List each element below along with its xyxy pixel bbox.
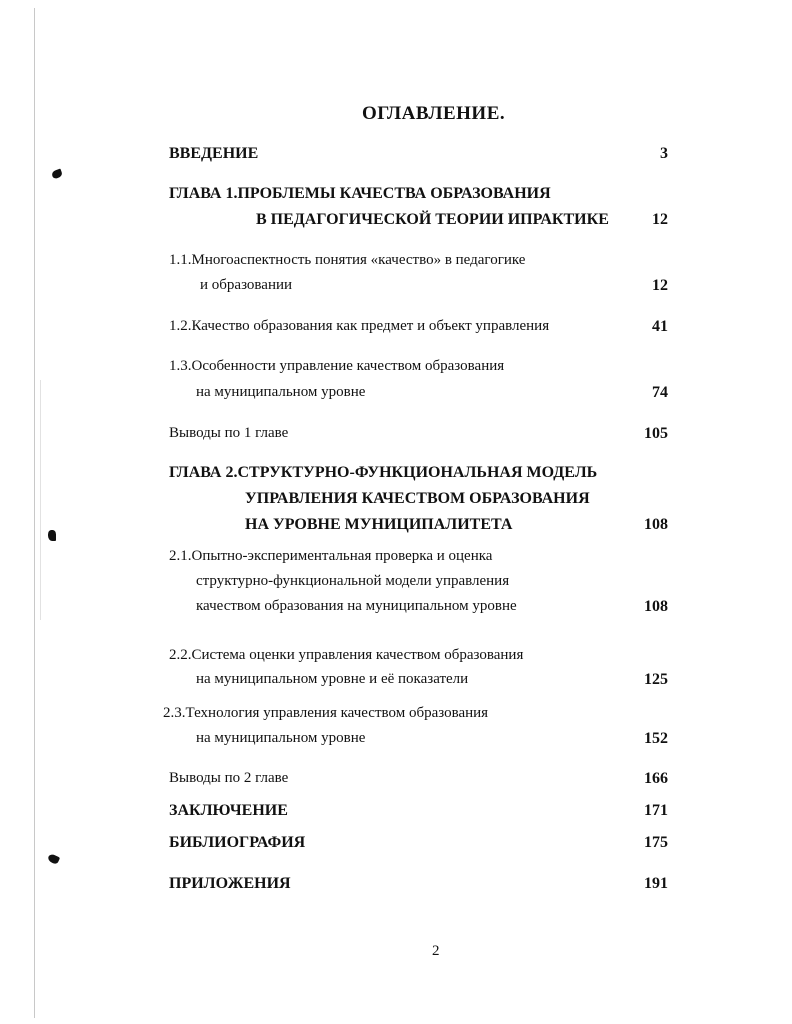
scan-edge-line-faint: [40, 380, 41, 620]
toc-ch2-line1: ГЛАВА 2.СТРУКТУРНО-ФУНКЦИОНАЛЬНАЯ МОДЕЛЬ: [169, 464, 598, 481]
toc-s2-2-page: 125: [644, 671, 668, 688]
toc-s2-1-line3: качеством образования на муниципальном уровне: [196, 598, 517, 614]
toc-s1-1-line1: 1.1.Многоаспектность понятия «качество» в педагогике: [169, 252, 526, 268]
toc-s2-3-line2: на муниципальном уровне: [196, 730, 366, 746]
toc-s1-3-page: 74: [652, 384, 668, 401]
toc-intro-label: ВВЕДЕНИЕ: [169, 145, 259, 162]
toc-s1-1-line2: и образовании: [200, 277, 293, 293]
toc-s2-1-line2: структурно-функциональной модели управления: [196, 573, 510, 589]
page-title: ОГЛАВЛЕНИЕ.: [362, 103, 506, 124]
toc-s2-2-line2: на муниципальном уровне и её показатели: [196, 671, 469, 687]
toc-conclusion-page: 171: [644, 802, 668, 819]
toc-s1-2-page: 41: [652, 318, 668, 335]
toc-concl2-label: Выводы по 2 главе: [169, 770, 289, 786]
toc-appendices-label: ПРИЛОЖЕНИЯ: [169, 875, 291, 892]
toc-ch1-line1: ГЛАВА 1.ПРОБЛЕМЫ КАЧЕСТВА ОБРАЗОВАНИЯ: [169, 185, 551, 202]
toc-bibliography-label: БИБЛИОГРАФИЯ: [169, 834, 306, 851]
toc-ch2-line2: УПРАВЛЕНИЯ КАЧЕСТВОМ ОБРАЗОВАНИЯ: [245, 490, 590, 507]
toc-s1-1-page: 12: [652, 277, 668, 294]
toc-ch1-page: 12: [652, 211, 668, 228]
toc-concl1-label: Выводы по 1 главе: [169, 425, 289, 441]
scan-speck: [51, 169, 63, 180]
toc-s2-3-line1: 2.3.Технология управления качеством образования: [163, 705, 489, 721]
toc-s2-1-line1: 2.1.Опытно-экспериментальная проверка и оценка: [169, 548, 493, 564]
toc-s1-3-line1: 1.3.Особенности управление качеством образования: [169, 358, 505, 374]
toc-conclusion-label: ЗАКЛЮЧЕНИЕ: [169, 802, 288, 819]
scan-speck: [47, 853, 60, 865]
toc-bibliography-page: 175: [644, 834, 668, 851]
scan-edge-line: [34, 8, 35, 1018]
toc-s1-3-line2: на муниципальном уровне: [196, 384, 366, 400]
toc-ch1-line2: В ПЕДАГОГИЧЕСКОЙ ТЕОРИИ ИПРАКТИКЕ: [256, 211, 609, 228]
footer-page-number: 2: [432, 943, 440, 959]
toc-ch2-line3: НА УРОВНЕ МУНИЦИПАЛИТЕТА: [245, 516, 513, 533]
toc-s2-2-line1: 2.2.Система оценки управления качеством образования: [169, 647, 524, 663]
toc-s2-3-page: 152: [644, 730, 668, 747]
toc-s1-2-line1: 1.2.Качество образования как предмет и объект управления: [169, 318, 550, 334]
toc-ch2-page: 108: [644, 516, 668, 533]
toc-concl2-page: 166: [644, 770, 668, 787]
scan-speck: [48, 530, 56, 541]
toc-concl1-page: 105: [644, 425, 668, 442]
toc-s2-1-page: 108: [644, 598, 668, 615]
toc-appendices-page: 191: [644, 875, 668, 892]
toc-intro-page: 3: [660, 145, 668, 162]
